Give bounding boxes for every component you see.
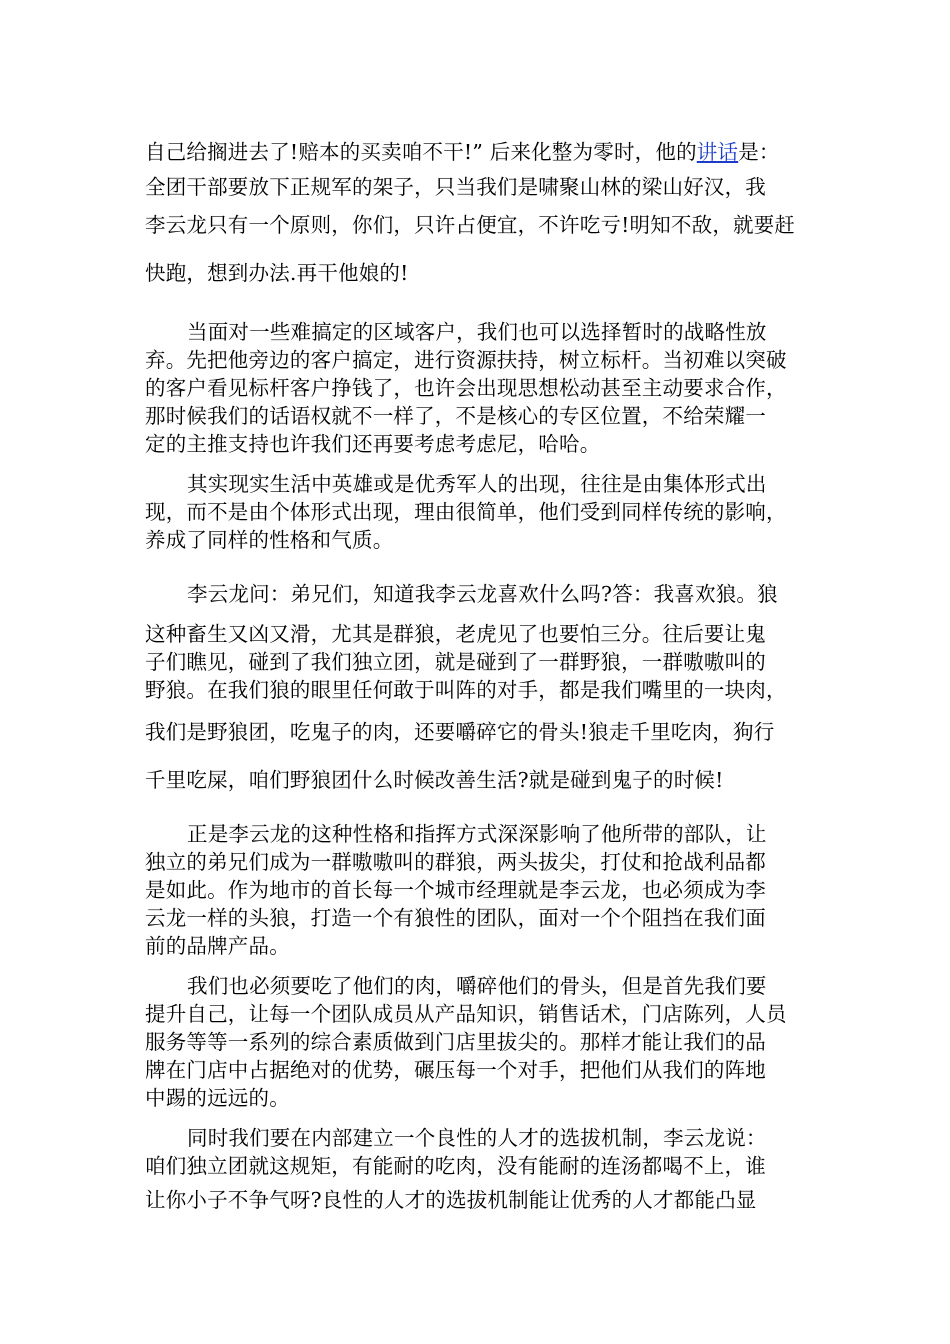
text-segment: 千里吃屎，咱们野狼团什么时候改善生活?就是碰到鬼子的时候! [145,768,724,792]
text-segment: 养成了同样的性格和气质。 [145,528,394,552]
text-line [145,259,825,287]
text-segment: 是如此。作为地市的首长每一个城市经理就是李云龙，也必须成为李 [145,878,766,902]
text-line [145,580,867,608]
text-line [145,430,825,458]
text-segment: 服务等等一系列的综合素质做到门店里拔尖的。那样才能让我们的品 [145,1030,766,1054]
text-line [145,374,825,402]
text-line [145,932,825,960]
text-segment: 中踢的远远的。 [145,1086,290,1110]
text-segment: 子们瞧见，碰到了我们独立团，就是碰到了一群野狼，一群嗷嗷叫的 [145,650,766,674]
text-segment: 李云龙问：弟兄们，知道我李云龙喜欢什么吗?答：我喜欢狼。狼 [187,582,778,606]
text-line [145,173,825,201]
text-line [145,1152,825,1180]
text-segment: 咱们独立团就这规矩，有能耐的吃肉，没有能耐的连汤都喝不上，谁 [145,1154,766,1178]
text-segment: 我们也必须要吃了他们的肉，嚼碎他们的骨头，但是首先我们要 [187,974,767,998]
speech-link[interactable]: 讲话 [696,140,739,164]
text-line [145,972,867,1000]
text-line [145,848,825,876]
text-line [145,766,825,794]
text-line [145,1028,825,1056]
text-segment: 同时我们要在内部建立一个良性的人才的选拔机制，李云龙说： [187,1126,767,1150]
text-segment: 现，而不是由个体形式出现，理由很简单，他们受到同样传统的影响， [145,500,787,524]
text-line [145,470,867,498]
text-line [145,904,825,932]
text-segment: 我们是野狼团，吃鬼子的肉，还要嚼碎它的骨头!狼走千里吃肉，狗行 [145,720,775,744]
text-segment: 云龙一样的头狼，打造一个有狼性的团队，面对一个个阻挡在我们面 [145,906,766,930]
text-line [145,1056,825,1084]
text-segment: 前的品牌产品。 [145,934,290,958]
text-segment: 是： [738,140,780,164]
text-segment: 其实现实生活中英雄或是优秀军人的出现，往往是由集体形式出 [187,472,767,496]
text-line [145,648,825,676]
text-line [145,402,825,430]
text-line [145,526,825,554]
text-line [145,718,825,746]
text-segment: 自己给搁进去了!赔本的买卖咱不干!” 后来化整为零时，他的 [145,140,697,164]
text-segment: 正是李云龙的这种性格和指挥方式深深影响了他所带的部队，让 [187,822,767,846]
text-segment: 那时候我们的话语权就不一样了，不是核心的专区位置，不给荣耀一 [145,404,766,428]
text-line [145,138,825,166]
text-segment: 让你小子不争气呀?良性的人才的选拔机制能让优秀的人才都能凸显 [145,1188,757,1212]
text-line [145,1124,867,1152]
text-segment: 野狼。在我们狼的眼里任何敢于叫阵的对手，都是我们嘴里的一块肉， [145,678,787,702]
text-segment: 的客户看见标杆客户挣钱了，也许会出现思想松动甚至主动要求合作， [145,376,787,400]
text-line [145,1186,825,1214]
text-segment: 弃。先把他旁边的客户搞定，进行资源扶持，树立标杆。当初难以突破 [145,348,787,372]
text-segment: 这种畜生又凶又滑，尤其是群狼，老虎见了也要怕三分。往后要让鬼 [145,622,766,646]
text-line [145,620,825,648]
text-segment: 独立的弟兄们成为一群嗷嗷叫的群狼，两头拔尖，打仗和抢战利品都 [145,850,766,874]
text-segment: 当面对一些难搞定的区域客户，我们也可以选择暂时的战略性放 [187,320,767,344]
text-line [145,346,825,374]
text-line [145,211,825,239]
text-line [145,1084,825,1112]
text-line [145,676,825,704]
text-segment: 提升自己，让每一个团队成员从产品知识，销售话术，门店陈列，人员 [145,1002,787,1026]
text-segment: 定的主推支持也许我们还再要考虑考虑尼，哈哈。 [145,432,601,456]
text-line [145,498,825,526]
text-line [145,820,867,848]
text-line [145,1000,825,1028]
text-line [145,876,825,904]
text-segment: 李云龙只有一个原则，你们，只许占便宜，不许吃亏!明知不敌，就要赶 [145,213,796,237]
text-line [145,318,867,346]
text-segment: 全团干部要放下正规军的架子，只当我们是啸聚山林的梁山好汉，我 [145,175,766,199]
text-segment: 快跑，想到办法.再干他娘的! [145,261,409,285]
text-segment: 牌在门店中占据绝对的优势，碾压每一个对手，把他们从我们的阵地 [145,1058,766,1082]
